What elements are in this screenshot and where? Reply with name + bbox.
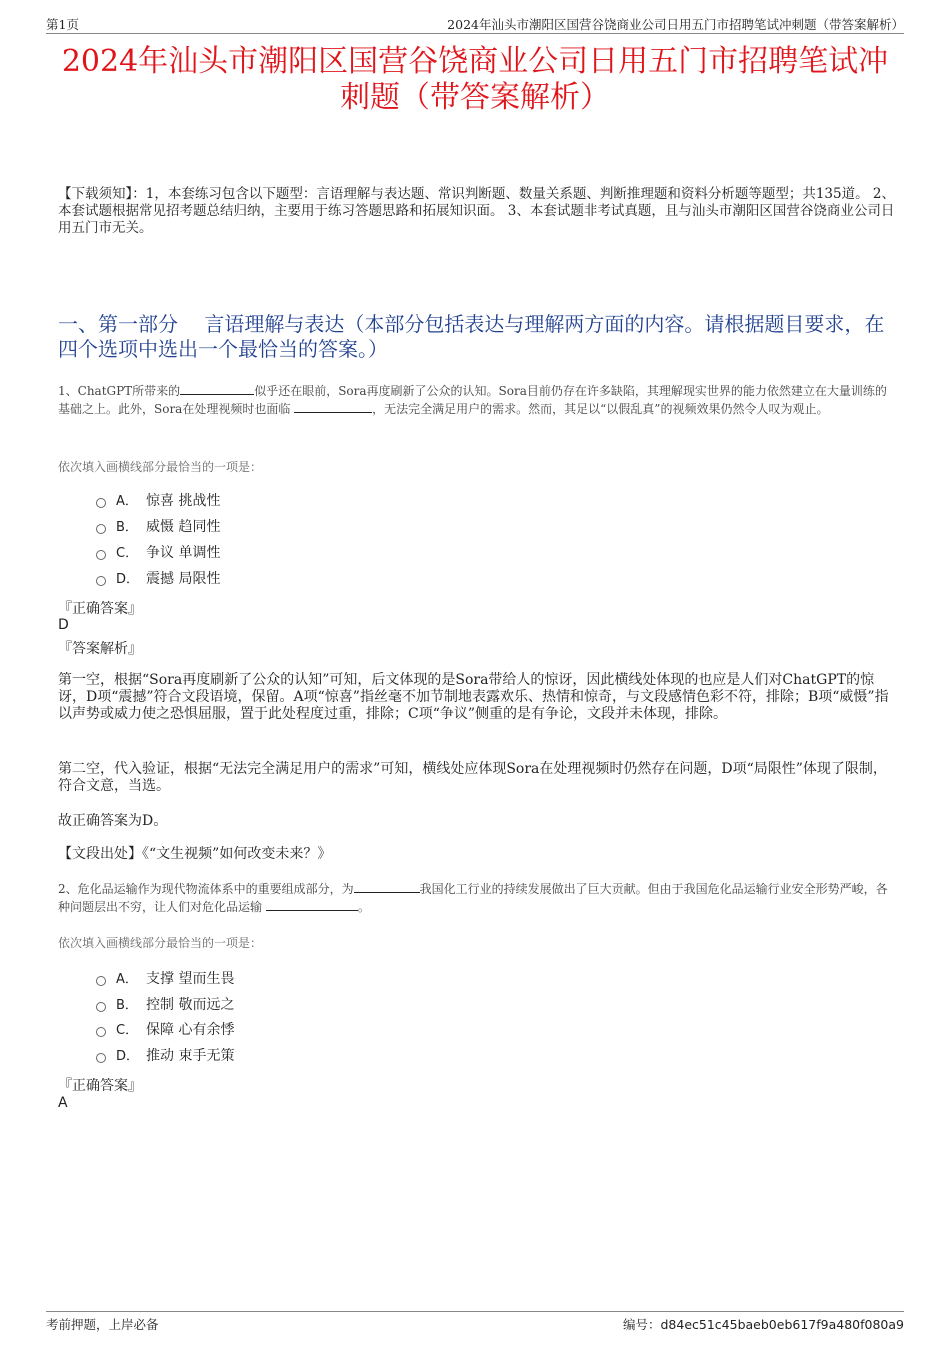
footer-divider	[46, 1311, 904, 1312]
option-letter: D．	[116, 572, 140, 587]
q1-option-c[interactable]	[96, 544, 220, 562]
q2-prompt: 依次填入画横线部分最恰当的一项是：	[58, 936, 263, 950]
q2-answer: A	[58, 1095, 68, 1111]
download-notice: 【下载须知】：1，本套练习包含以下题型：言语理解与表达题、常识判断题、数量关系题、判断推理题和资料分析题等题型；共135道。 2、本套试题根据常见招考题总结归纳，主要用于练习答题思路和拓展知识面。 3、本套试题非考试真题，且与汕头市潮阳区国营谷饶商业公司日用五门市无关。	[58, 186, 895, 236]
q2-blank-1	[354, 880, 420, 893]
header-divider	[46, 33, 904, 34]
q1-analysis-paragraph-2: 第二空，代入验证，根据“无法完全满足用户的需求”可知，横线处应体现Sora在处理视频时仍然存在问题，D项“局限性”体现了限制，符合文意，当选。	[58, 761, 887, 794]
radio-icon[interactable]	[96, 1027, 106, 1037]
option-letter: A．	[116, 972, 138, 987]
option-text: 保障 心有余悸	[146, 1022, 235, 1038]
option-text: 争议 单调性	[146, 545, 221, 561]
option-letter: B．	[116, 998, 138, 1013]
option-text: 惊喜 挑战性	[146, 493, 221, 509]
option-text: 威慑 趋同性	[146, 519, 221, 535]
radio-icon[interactable]	[96, 1053, 106, 1063]
q2-text-part-1: 2、危化品运输作为现代物流体系中的重要组成部分，为	[58, 882, 354, 896]
document-title	[40, 44, 910, 116]
header-doc-title: 2024年汕头市潮阳区国营谷饶商业公司日用五门市招聘笔试冲刺题（带答案解析）	[447, 17, 904, 32]
radio-icon[interactable]	[96, 524, 106, 534]
q1-text-part-2: 似乎还在眼前，Sora再度刷新了公众的认知。Sora目前仍存在许多缺陷，其理解现实世界的能力依然建立在大量训练的基础之上。此外，Sora在处理视频时也面临	[58, 384, 887, 416]
question-1-text	[58, 382, 898, 418]
q1-blank-1	[180, 382, 254, 395]
q1-prompt: 依次填入画横线部分最恰当的一项是：	[58, 460, 263, 474]
footer-code-label: 编号：	[622, 1317, 661, 1332]
q1-option-b[interactable]	[96, 518, 220, 536]
q2-answer-label: 『正确答案』	[58, 1078, 142, 1094]
question-2-text	[58, 880, 898, 916]
q2-option-d[interactable]	[96, 1047, 234, 1065]
q1-analysis-paragraph-1: 第一空，根据“Sora再度刷新了公众的认知”可知，后文体现的是Sora带给人的惊讶，因此横线处体现的也应是人们对ChatGPT的惊讶，D项“震撼”符合文段语境，保留。A项“惊喜”指丝毫不加节制地表露欢乐、热情和惊奇，与文段感情色彩不符，排除；B项“威慑”指以声势或威力使之恐惧屈服，置于此处程度过重，排除；C项“争议”侧重的是有争论，文段并未体现，排除。	[58, 672, 889, 722]
q1-option-d[interactable]	[96, 570, 220, 588]
option-letter: A．	[116, 494, 138, 509]
radio-icon[interactable]	[96, 976, 106, 986]
q1-text-part-3: ，无法完全满足用户的需求。然而，其足以“以假乱真”的视频效果仍然令人叹为观止。	[372, 402, 829, 416]
radio-icon[interactable]	[96, 1002, 106, 1012]
title-line-1: 2024年汕头市潮阳区国营谷饶商业公司日用五门市招聘笔试冲	[61, 44, 889, 79]
title-line-2: 刺题（带答案解析）	[340, 80, 610, 115]
q2-option-c[interactable]	[96, 1021, 234, 1039]
q1-answer-label: 『正确答案』	[58, 601, 142, 617]
page-number: 第1页	[46, 17, 79, 32]
section-heading: 一、第一部分 言语理解与表达（本部分包括表达与理解两方面的内容。请根据题目要求，在四个选项中选出一个最恰当的答案。）	[58, 312, 885, 361]
option-text: 支撑 望而生畏	[146, 971, 235, 987]
radio-icon[interactable]	[96, 550, 106, 560]
option-text: 控制 敬而远之	[146, 997, 235, 1013]
footer-code	[623, 1315, 904, 1333]
q2-text-part-2: 我国化工行业的持续发展做出了巨大贡献。但由于我国危化品运输行业安全形势严峻，各种问题层出不穷，让人们对危化品运输	[58, 882, 888, 914]
footer-code-value: d84ec51c45baeb0eb617f9a480f080a9	[660, 1317, 904, 1332]
radio-icon[interactable]	[96, 576, 106, 586]
option-letter: B．	[116, 520, 138, 535]
q1-option-a[interactable]	[96, 492, 220, 510]
option-text: 震撼 局限性	[146, 571, 221, 587]
q2-option-b[interactable]	[96, 996, 234, 1014]
footer-slogan: 考前押题，上岸必备	[46, 1317, 159, 1332]
q1-blank-2	[294, 400, 372, 413]
q1-analysis-paragraph-3: 故正确答案为D。	[58, 813, 168, 829]
option-letter: D．	[116, 1049, 140, 1064]
q1-analysis-label: 『答案解析』	[58, 641, 142, 657]
q1-answer: D	[58, 617, 69, 633]
option-letter: C．	[116, 1023, 139, 1038]
radio-icon[interactable]	[96, 498, 106, 508]
q2-blank-2	[266, 898, 358, 911]
q1-source: 【文段出处】《“文生视频”如何改变未来？》	[58, 846, 332, 862]
q2-text-part-3: 。	[357, 900, 370, 914]
q2-option-a[interactable]	[96, 970, 234, 988]
option-text: 推动 束手无策	[146, 1048, 235, 1064]
q1-text-part-1: 1、ChatGPT所带来的	[58, 384, 181, 398]
option-letter: C．	[116, 546, 139, 561]
